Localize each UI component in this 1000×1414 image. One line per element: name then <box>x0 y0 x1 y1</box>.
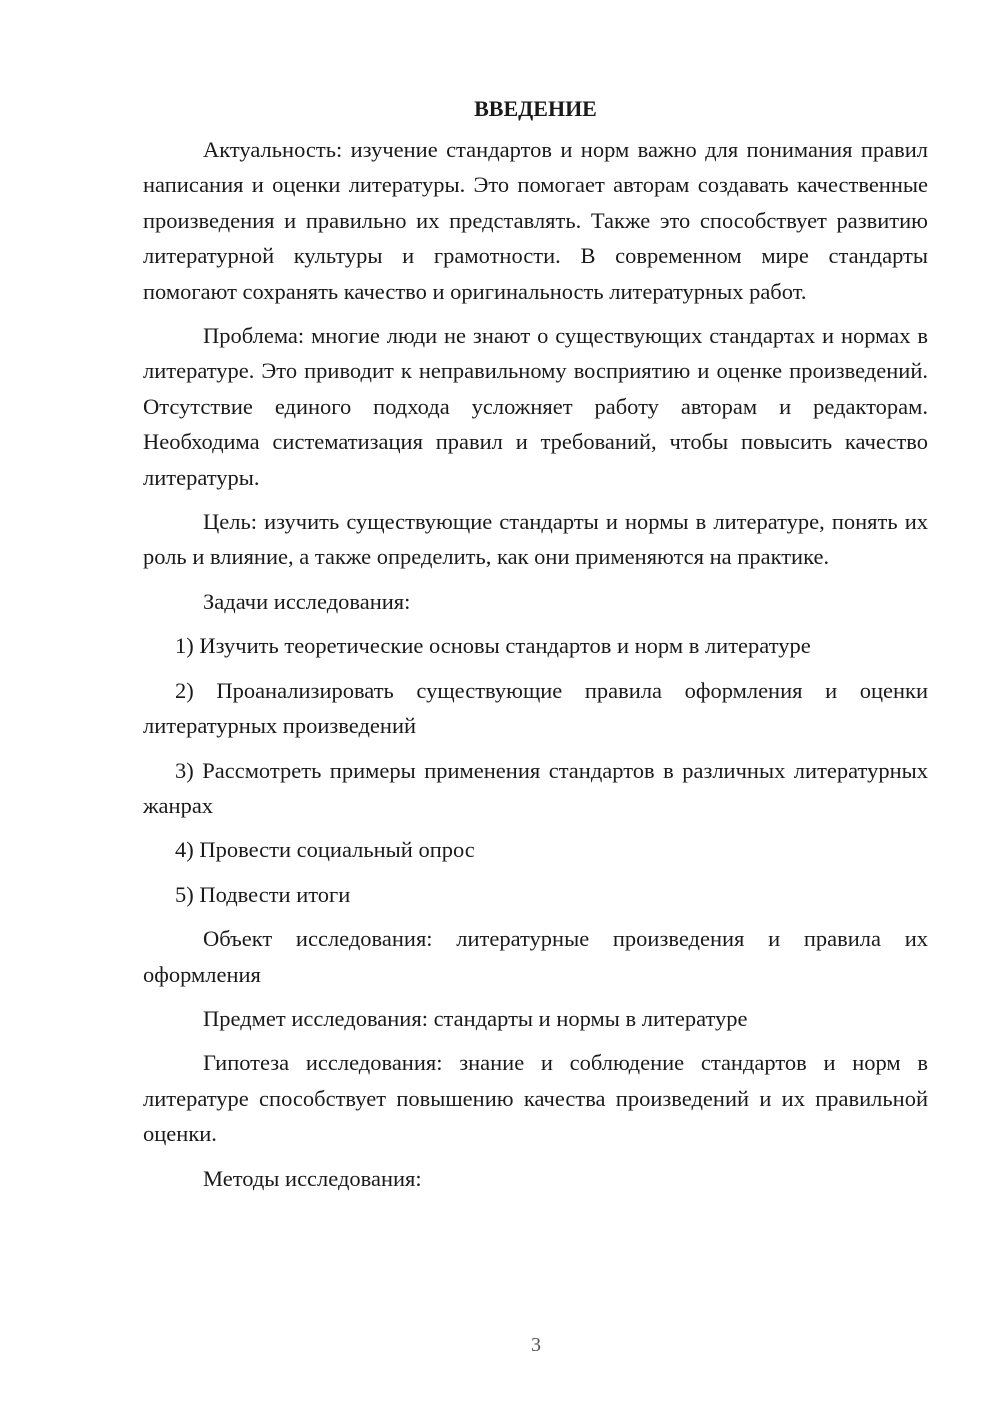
paragraph-subject: Предмет исследования: стандарты и нормы в литературе <box>203 1005 748 1031</box>
paragraph-goal: Цель: изучить существующие стандарты и нормы в литературе, понять их роль и влияние, а также определить, как они применяются на практике. <box>143 509 928 570</box>
task-item-3: 3) Рассмотреть примеры применения стандартов в различных литературных жанрах <box>143 757 928 818</box>
paragraph-relevance: Актуальность: изучение стандартов и норм важно для понимания правил написания и оценки литературы. Это помогает авторам создавать качественные произведения и правильно их представлять. Также это способствует развитию литературной культуры и грамотности. В современном мире стандарты помогают сохранять качество и оригинальность литературных работ. <box>143 137 928 304</box>
paragraph-tasks-heading: Задачи исследования: <box>203 588 411 614</box>
task-item-1: 1) Изучить теоретические основы стандартов и норм в литературе <box>175 633 811 659</box>
page-number: 3 <box>531 1334 541 1356</box>
page-content <box>143 94 928 1205</box>
task-item-4: 4) Провести социальный опрос <box>175 837 475 863</box>
paragraph-methods: Методы исследования: <box>203 1165 422 1191</box>
task-item-2: 2) Проанализировать существующие правила оформления и оценки литературных произведений <box>143 677 928 739</box>
task-item-5: 5) Подвести итоги <box>175 881 351 907</box>
paragraph-problem: Проблема: многие люди не знают о существующих стандартах и нормах в литературе. Это приводит к неправильному восприятию и оценке произведений. Отсутствие единого подхода усложняет работу авторам и редакторам. Необходима систематизация правил и требований, чтобы повысить качество литературы. <box>143 323 928 490</box>
section-heading: ВВЕДЕНИЕ <box>474 96 597 121</box>
paragraph-object: Объект исследования: литературные произведения и правила их оформления <box>143 926 928 987</box>
paragraph-hypothesis: Гипотеза исследования: знание и соблюдение стандартов и норм в литературе способствует повышению качества произведений и их правильной оценки. <box>143 1050 928 1147</box>
